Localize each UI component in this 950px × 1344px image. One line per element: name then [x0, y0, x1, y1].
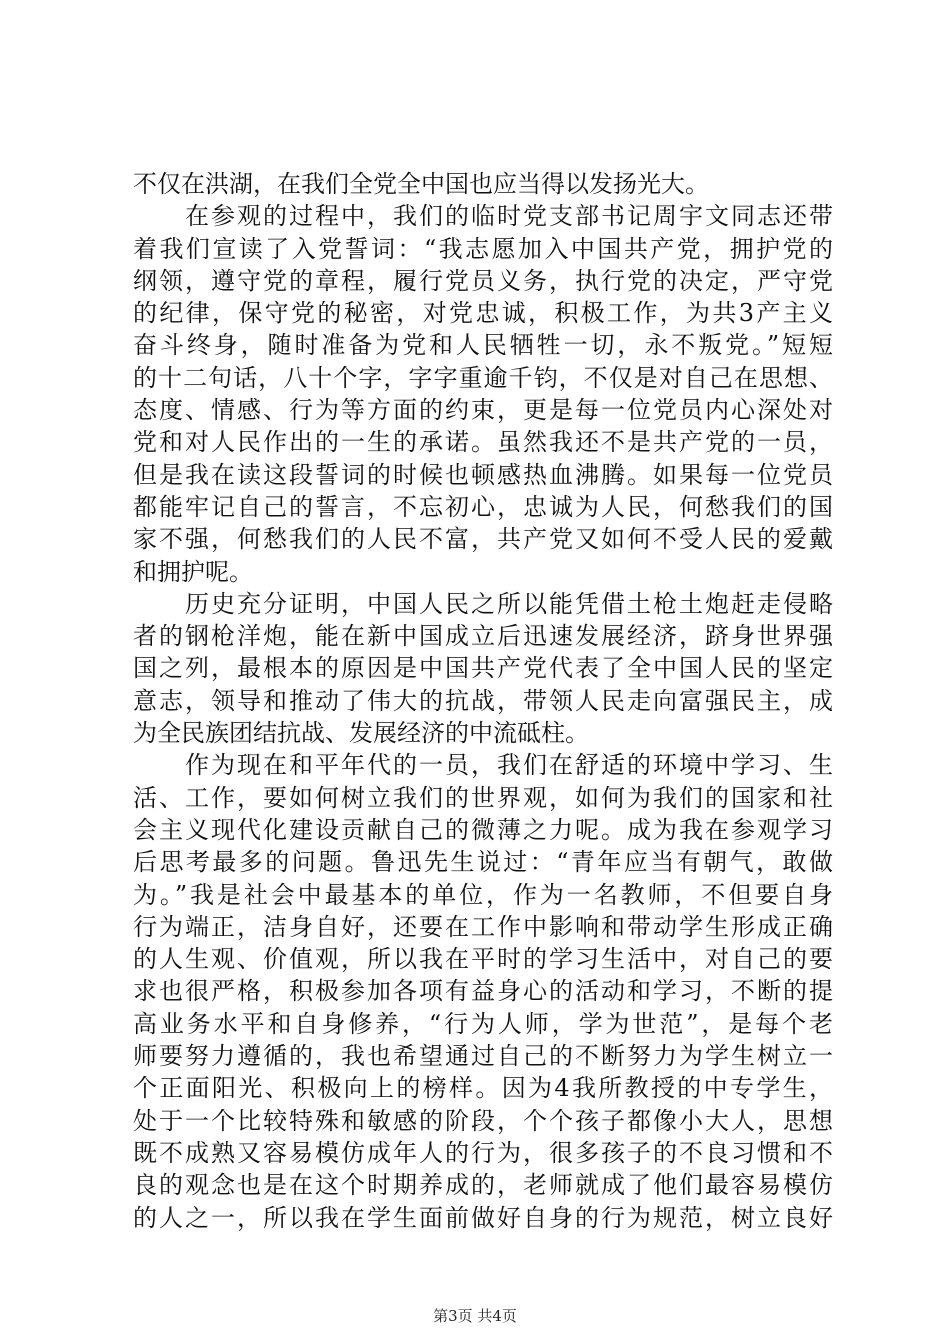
text-line: 者的钢枪洋炮，能在新中国成立后迅速发展经济，跻身世界强: [133, 622, 833, 651]
text-line: 为全民族团结抗战、发展经济的中流砥柱。: [133, 719, 589, 748]
text-line: 纲领，遵守党的章程，履行党员义务，执行党的决定，严守党: [133, 266, 833, 295]
text-line: 师要努力遵循的，我也希望通过自己的不断努力为学生树立一: [133, 1042, 833, 1071]
text-line: 奋斗终身，随时准备为党和人民牺牲一切，永不叛党。”短短: [133, 331, 833, 360]
text-line: 着我们宣读了入党誓词：“我志愿加入中国共产党，拥护党的: [133, 234, 833, 263]
text-line: 历史充分证明，中国人民之所以能凭借土枪土炮赶走侵略: [133, 589, 833, 618]
text-line: 态度、情感、行为等方面的约束，更是每一位党员内心深处对: [133, 396, 833, 425]
text-line: 意志，领导和推动了伟大的抗战，带领人民走向富强民主，成: [133, 686, 833, 715]
text-line: 但是我在读这段誓词的时候也顿感热血沸腾。如果每一位党员: [133, 460, 833, 489]
text-line: 既不成熟又容易模仿成年人的行为，很多孩子的不良习惯和不: [133, 1138, 833, 1167]
text-line: 和拥护呢。: [133, 557, 253, 586]
text-line: 活、工作，要如何树立我们的世界观，如何为我们的国家和社: [133, 783, 833, 812]
page-footer: 第3页 共4页: [433, 1307, 517, 1325]
text-line: 的十二句话，八十个字，字字重逾千钧，不仅是对自己在思想、: [133, 363, 833, 392]
text-line: 在参观的过程中，我们的临时党支部书记周宇文同志还带: [133, 202, 833, 231]
text-line: 都能牢记自己的誓言，不忘初心，忠诚为人民，何愁我们的国: [133, 492, 833, 521]
text-line: 国之列，最根本的原因是中国共产党代表了全中国人民的坚定: [133, 654, 833, 683]
text-line: 家不强，何愁我们的人民不富，共产党又如何不受人民的爱戴: [133, 525, 833, 554]
text-line: 不仅在洪湖，在我们全党全中国也应当得以发扬光大。: [133, 170, 709, 198]
text-line: 的人生观、价值观，所以我在平时的学习生活中，对自己的要: [133, 945, 833, 974]
text-line: 行为端正，洁身自好，还要在工作中影响和带动学生形成正确: [133, 912, 833, 941]
text-line: 会主义现代化建设贡献自己的微薄之力呢。成为我在参观学习: [133, 815, 833, 844]
text-line: 的纪律，保守党的秘密，对党忠诚，积极工作，为共3产主义: [133, 299, 833, 328]
text-line: 处于一个比较特殊和敏感的阶段，个个孩子都像小大人，思想: [133, 1106, 833, 1135]
text-line: 党和对人民作出的一生的承诺。虽然我还不是共产党的一员，: [133, 428, 833, 457]
text-line: 个正面阳光、积极向上的榜样。因为4我所教授的中专学生，: [133, 1074, 833, 1103]
text-line: 求也很严格，积极参加各项有益身心的活动和学习，不断的提: [133, 977, 833, 1006]
text-line: 的人之一，所以我在学生面前做好自身的行为规范，树立良好: [133, 1203, 833, 1232]
text-line: 高业务水平和自身修养，“行为人师，学为世范”，是每个老: [133, 1009, 833, 1038]
text-line: 为。”我是社会中最基本的单位，作为一名教师，不但要自身: [133, 880, 833, 909]
text-line: 良的观念也是在这个时期养成的，老师就成了他们最容易模仿: [133, 1171, 833, 1200]
body-text: [133, 168, 833, 1234]
text-line: 作为现在和平年代的一员，我们在舒适的环境中学习、生: [133, 751, 833, 780]
text-line: 后思考最多的问题。鲁迅先生说过：“青年应当有朝气，敢做: [133, 848, 833, 877]
